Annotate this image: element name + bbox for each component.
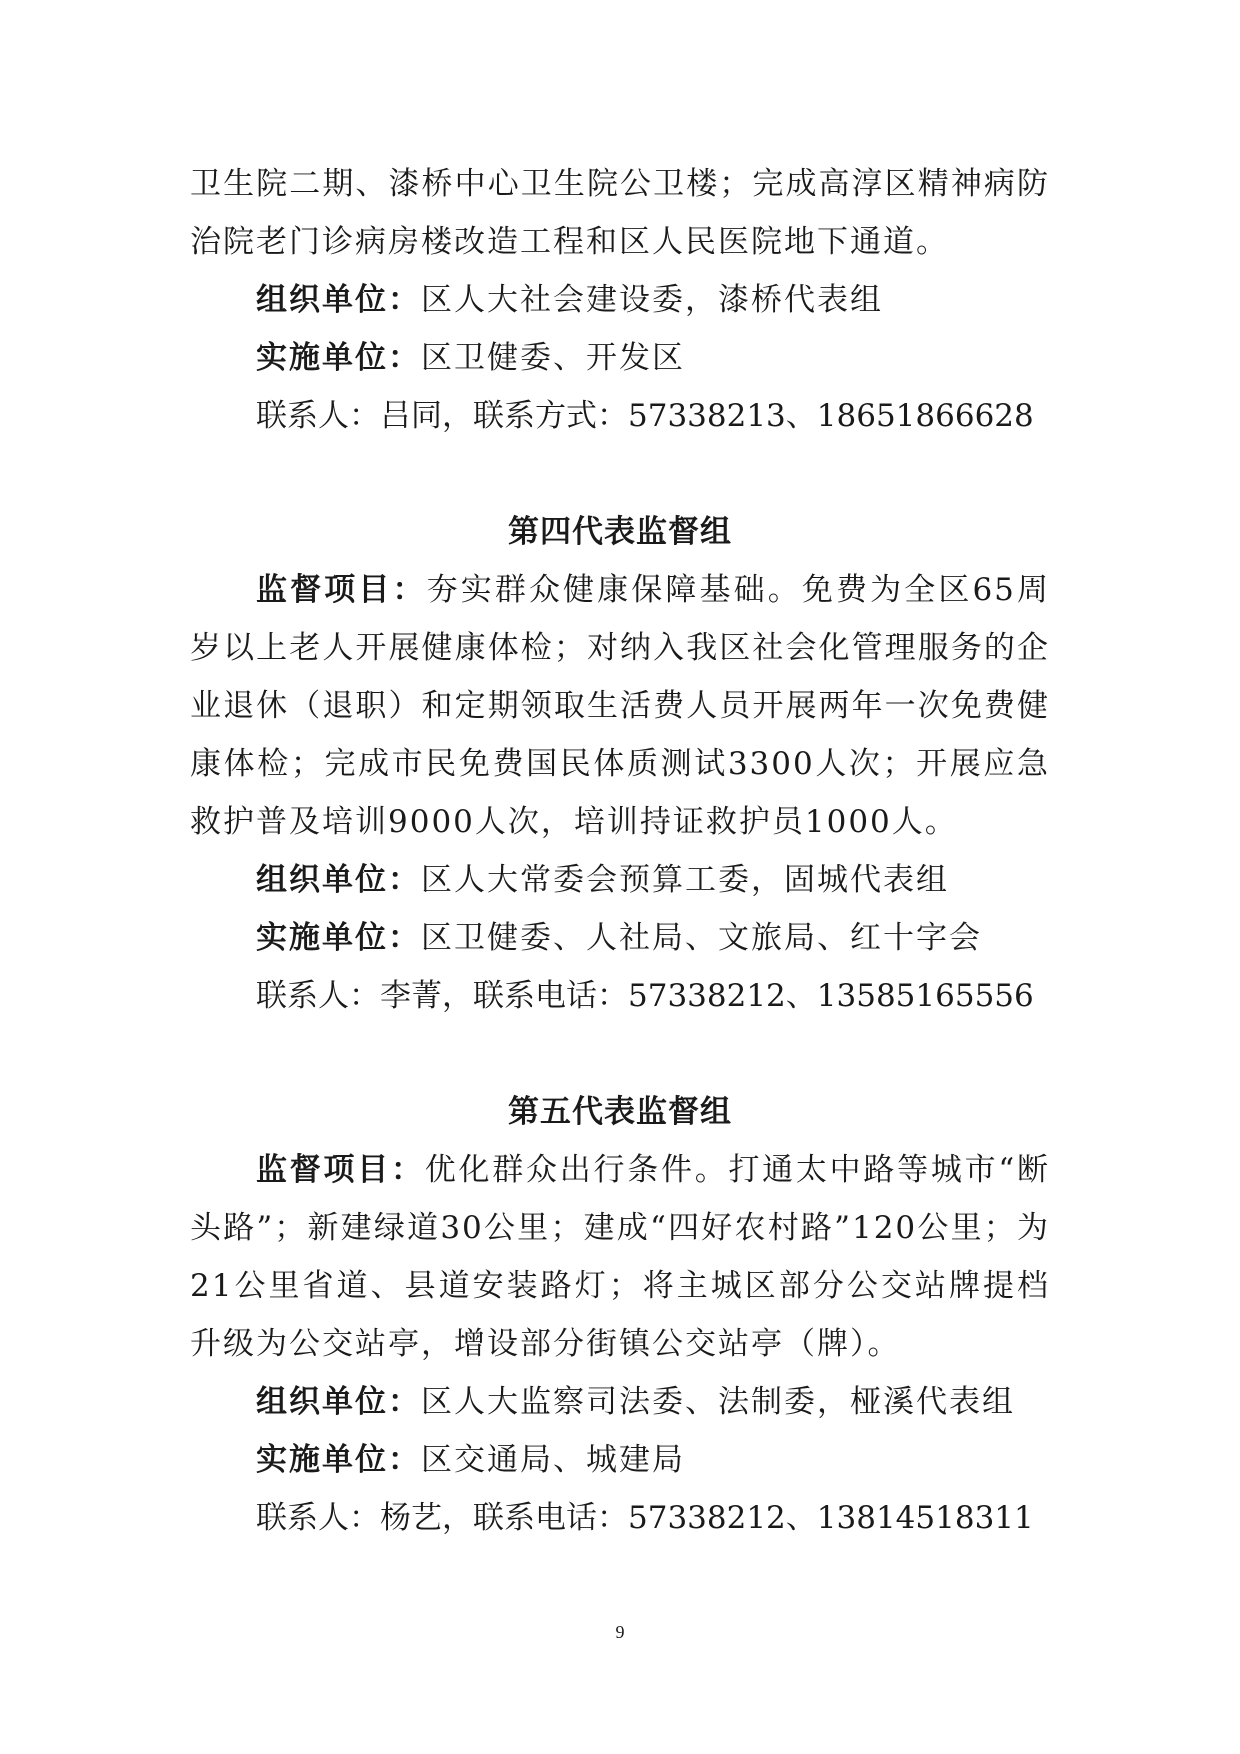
implementer-line (190, 329, 1050, 387)
implementer-label: 实施单位： (256, 920, 421, 956)
group4-heading: 第四代表监督组 (508, 514, 732, 550)
implementer-value: 区交通局、城建局 (421, 1442, 685, 1478)
group4-organizer-line (190, 851, 1050, 909)
group5-heading: 第五代表监督组 (508, 1094, 732, 1130)
project-text: 优化群众出行条件。打通太中路等城市“断头路”；新建绿道30公里；建成“四好农村路”120公里；为21公里省道、县道安装路灯；将主城区部分公交站牌提档升级为公交站亭，增设部分街镇公交站亭（牌）。 (190, 1152, 1050, 1362)
organizer-label: 组织单位： (256, 282, 421, 318)
organizer-line (190, 271, 1050, 329)
continuation-section (190, 155, 1050, 1547)
implementer-value: 区卫健委、人社局、文旅局、红十字会 (421, 920, 982, 956)
organizer-value: 区人大常委会预算工委，固城代表组 (421, 862, 949, 898)
group5-implementer-line (190, 1431, 1050, 1489)
implementer-value: 区卫健委、开发区 (421, 340, 685, 376)
contact-line: 联系人：吕同，联系方式：57338213、18651866628 (256, 398, 1034, 434)
group4-implementer-line (190, 909, 1050, 967)
project-label: 监督项目： (256, 1152, 425, 1188)
group4-contact-line: 联系人：李菁，联系电话：57338212、13585165556 (256, 978, 1034, 1014)
group4-project (190, 561, 1050, 851)
project-text: 夯实群众健康保障基础。免费为全区65周岁以上老人开展健康体检；对纳入我区社会化管理服务的企业退休（退职）和定期领取生活费人员开展两年一次免费健康体检；完成市民免费国民体质测试3300人次；开展应急救护普及培训9000人次，培训持证救护员1000人。 (190, 572, 1051, 840)
organizer-label: 组织单位： (256, 862, 421, 898)
page-number: 9 (615, 1622, 625, 1642)
implementer-label: 实施单位： (256, 340, 421, 376)
project-label: 监督项目： (256, 572, 427, 608)
continuation-paragraph: 卫生院二期、漆桥中心卫生院公卫楼；完成高淳区精神病防治院老门诊病房楼改造工程和区人民医院地下通道。 (190, 166, 1050, 260)
organizer-label: 组织单位： (256, 1384, 421, 1420)
group5-contact-line: 联系人：杨艺，联系电话：57338212、13814518311 (256, 1500, 1034, 1536)
group5-project (190, 1141, 1050, 1373)
implementer-label: 实施单位： (256, 1442, 421, 1478)
group5-organizer-line (190, 1373, 1050, 1431)
organizer-value: 区人大社会建设委，漆桥代表组 (421, 282, 883, 318)
organizer-value: 区人大监察司法委、法制委，桠溪代表组 (421, 1384, 1015, 1420)
